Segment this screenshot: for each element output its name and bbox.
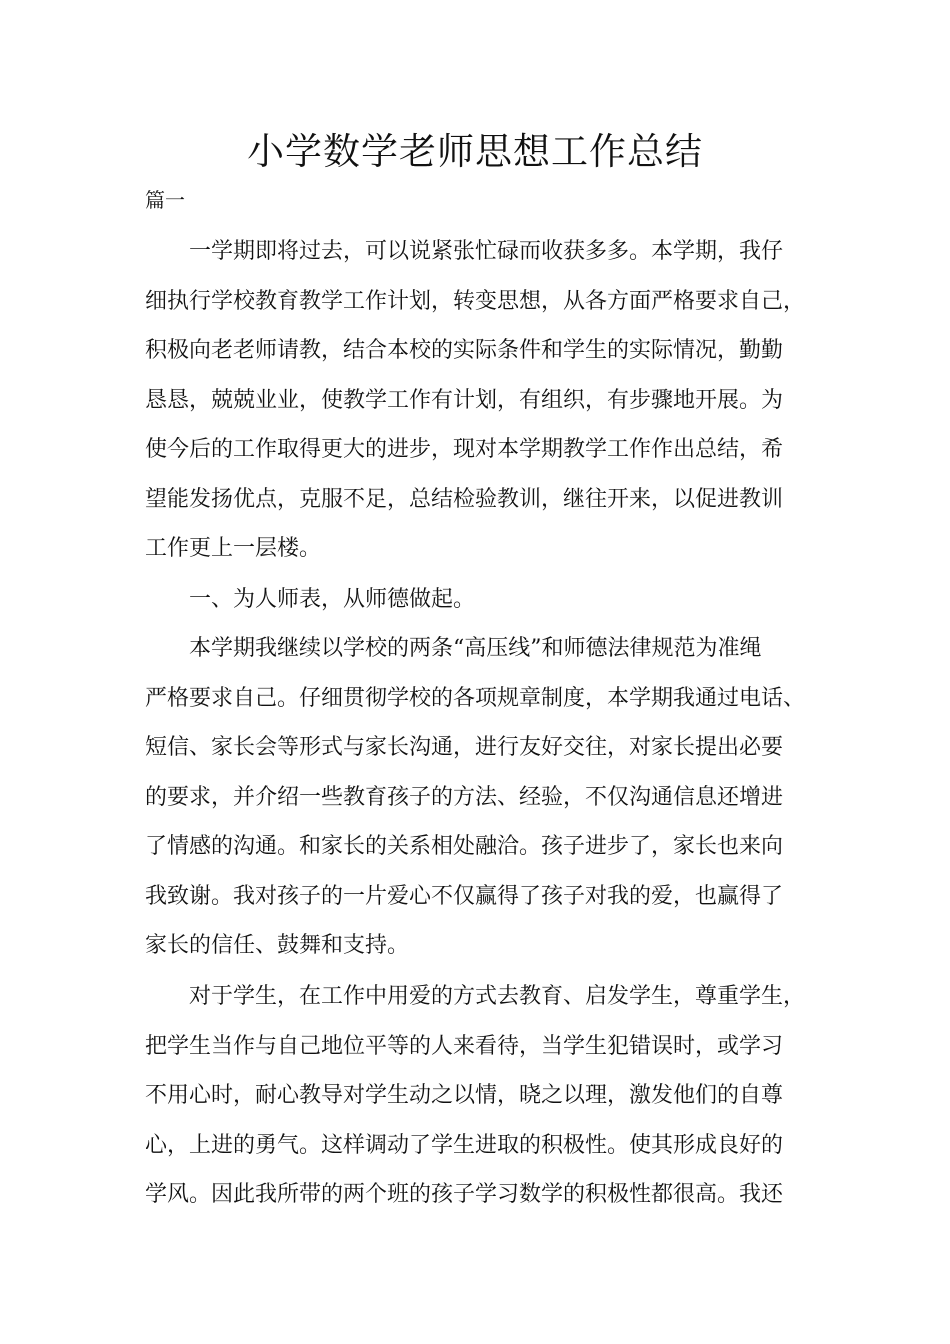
paragraph-heading-1 <box>145 575 825 625</box>
paragraph-line: 心，上进的勇气。这样调动了学生进取的积极性。使其形成良好的 <box>145 1132 784 1158</box>
paragraph-line: 对于学生，在工作中用爱的方式去教育、启发学生，尊重学生， <box>189 984 806 1009</box>
paragraph-line: 一学期即将过去，可以说紧张忙碌而收获多多。本学期，我仔 <box>189 239 784 264</box>
paragraph-line: 细执行学校教育教学工作计划，转变思想，从各方面严格要求自己， <box>145 288 806 314</box>
paragraph-line: 使今后的工作取得更大的进步，现对本学期教学工作作出总结，希 <box>145 437 784 462</box>
paragraph-line: 把学生当作与自己地位平等的人来看待，当学生犯错误时，或学习 <box>145 1033 784 1059</box>
paragraph-line: 不用心时，耐心教导对学生动之以情，晓之以理，激发他们的自尊 <box>145 1083 784 1108</box>
document-title: 小学数学老师思想工作总结 <box>247 130 703 173</box>
section-label: 篇一 <box>145 188 185 212</box>
paragraph-line: 恳恳，兢兢业业，使教学工作有计划，有组织，有步骤地开展。为 <box>145 387 784 413</box>
paragraph-line: 家长的信任、鼓舞和支持。 <box>145 933 410 958</box>
paragraph-3 <box>145 972 825 1220</box>
paragraph-line: 我致谢。我对孩子的一片爱心不仅赢得了孩子对我的爱，也赢得了 <box>145 883 784 909</box>
paragraph-line: 本学期我继续以学校的两条“高压线”和师德法律规范为准绳 <box>189 636 762 661</box>
paragraph-line: 严格要求自己。仔细贯彻学校的各项规章制度，本学期我通过电话、 <box>145 685 806 711</box>
paragraph-line: 学风。因此我所带的两个班的孩子学习数学的积极性都很高。我还 <box>145 1182 784 1207</box>
paragraph-line: 望能发扬优点，克服不足，总结检验教训，继往开来，以促进教训 <box>145 486 784 512</box>
paragraph-line: 的要求，并介绍一些教育孩子的方法、经验，不仅沟通信息还增进 <box>145 784 784 810</box>
paragraph-line: 积极向老老师请教，结合本校的实际条件和学生的实际情况，勤勤 <box>145 338 784 363</box>
paragraph-1 <box>145 227 825 574</box>
paragraph-line: 工作更上一层楼。 <box>145 536 322 561</box>
paragraph-line: 短信、家长会等形式与家长沟通，进行友好交往，对家长提出必要 <box>145 735 784 760</box>
section-heading: 一、为人师表，从师德做起。 <box>189 587 476 612</box>
paragraph-2 <box>145 624 825 971</box>
paragraph-line: 了情感的沟通。和家长的关系相处融洽。孩子进步了，家长也来向 <box>145 834 784 859</box>
